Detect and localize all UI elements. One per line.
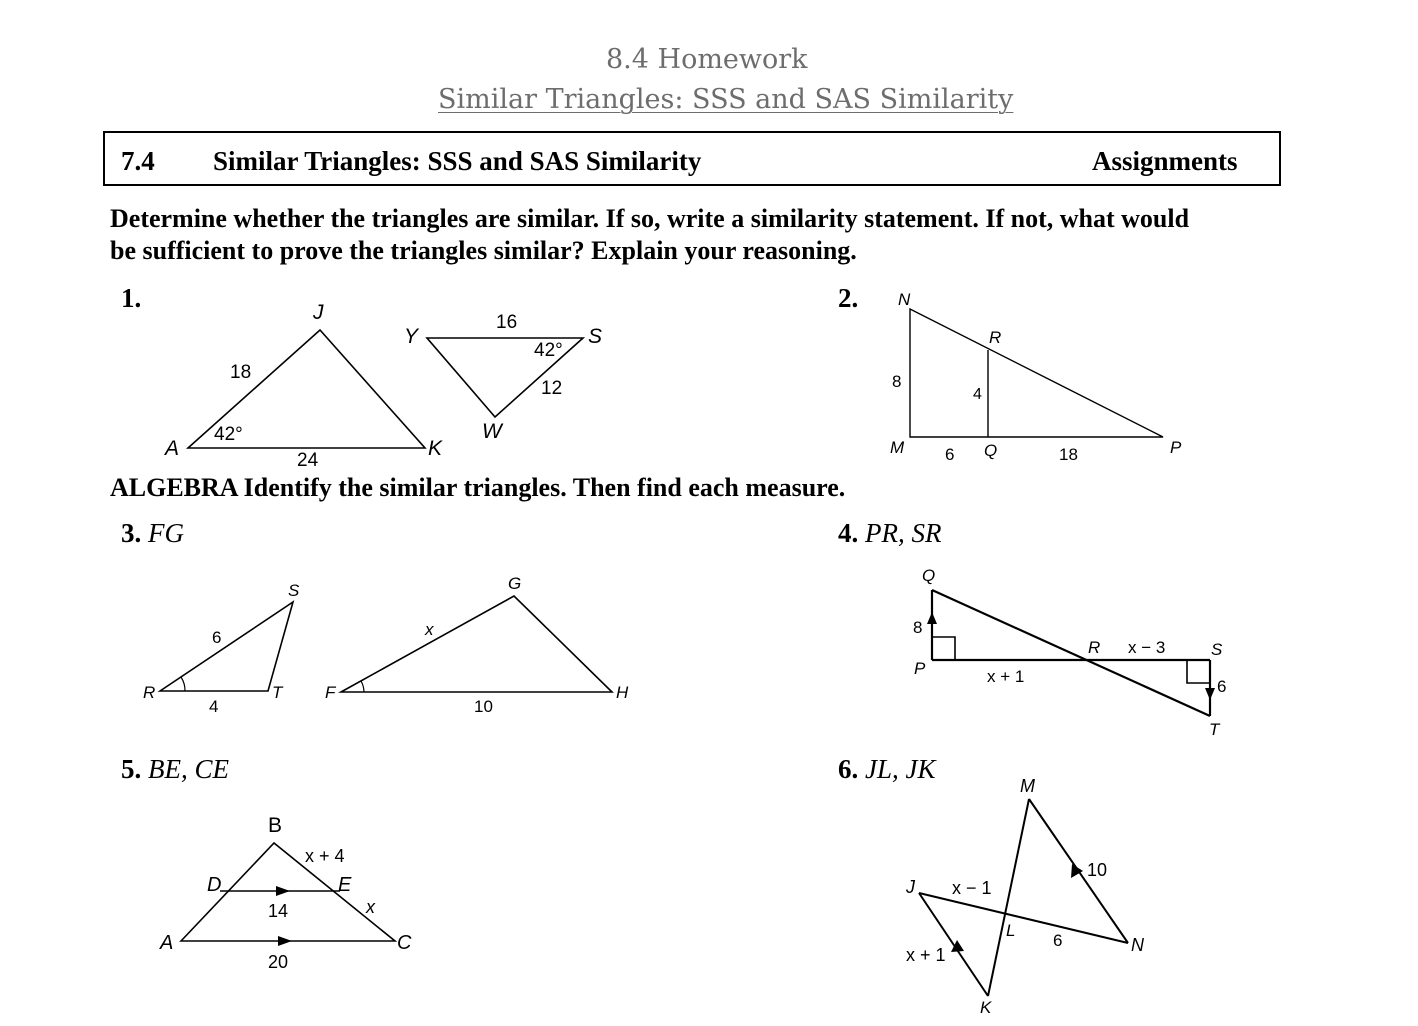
p3-side-fg: x — [425, 620, 434, 639]
p5-label-a: A — [160, 932, 174, 954]
parallel-arrow-jk — [951, 940, 964, 952]
p1-label-a: A — [165, 437, 180, 460]
parallel-arrow-st — [1205, 688, 1215, 700]
p3-side-rs: 6 — [212, 628, 222, 647]
p1-label-j: J — [313, 301, 324, 324]
p2-label-q: Q — [984, 441, 998, 460]
p6-label-m: M — [1020, 776, 1035, 796]
problem-4-number: 4. — [838, 518, 859, 548]
p6-label-l: L — [1006, 921, 1016, 940]
p1-side-aj: 18 — [230, 362, 252, 383]
segment-jn — [919, 893, 1128, 943]
p4-label-t: T — [1209, 720, 1220, 739]
problem-5-number: 5. — [121, 754, 142, 784]
p2-side-qp: 18 — [1059, 445, 1078, 464]
page-subtitle: Similar Triangles: SSS and SAS Similarity — [438, 84, 1014, 115]
p5-side-be: x + 4 — [305, 846, 345, 866]
p1-side-ak: 24 — [297, 450, 319, 471]
instructions-line-2: be sufficient to prove the triangles similar? Explain your reasoning. — [110, 236, 857, 265]
p4-side-rs: x − 3 — [1128, 638, 1166, 657]
lesson-number: 7.4 — [121, 146, 155, 176]
p3-label-h: H — [616, 683, 629, 702]
p2-side-nm: 8 — [892, 372, 902, 391]
problem-4-measure: PR, SR — [865, 518, 942, 548]
p2-side-mq: 6 — [945, 445, 955, 464]
p1-label-k: K — [428, 437, 443, 460]
p2-label-m: M — [890, 438, 905, 457]
right-angle-s — [1187, 660, 1210, 683]
problem-1-number: 1. — [121, 283, 142, 313]
p3-label-f: F — [325, 683, 336, 702]
instructions-line-1: Determine whether the triangles are similar. If so, write a similarity statement. If not, what would — [110, 204, 1190, 233]
problem-6-measure: JL, JK — [865, 754, 936, 784]
page-title: 8.4 Homework — [606, 44, 808, 75]
p4-label-r: R — [1088, 638, 1101, 657]
p5-side-ec: x — [366, 897, 375, 917]
p5-side-de: 14 — [268, 901, 289, 921]
p6-side-jk: x + 1 — [906, 945, 946, 965]
p4-label-p: P — [914, 659, 926, 678]
p6-label-n: N — [1131, 935, 1144, 955]
p1-angle-s: 42° — [534, 340, 563, 361]
triangle-rst — [160, 602, 293, 691]
p5-label-b: B — [268, 814, 283, 837]
problem-2-number: 2. — [838, 283, 859, 313]
p5-label-d: D — [207, 874, 222, 896]
p5-label-c: C — [397, 932, 412, 954]
segment-mk — [988, 799, 1029, 996]
p6-side-ln: 6 — [1053, 931, 1063, 950]
p6-label-k: K — [980, 998, 992, 1017]
p4-label-s: S — [1211, 640, 1223, 659]
p5-label-e: E — [338, 874, 352, 896]
p3-label-g: G — [508, 574, 522, 593]
p4-side-pr: x + 1 — [987, 667, 1025, 686]
p1-angle-a: 42° — [214, 424, 243, 445]
algebra-text: Identify the similar triangles. Then find each measure. — [243, 473, 846, 502]
problem-3-number: 3. — [121, 518, 142, 548]
parallel-arrow-de — [276, 886, 290, 896]
p3-label-t: T — [272, 683, 283, 702]
p4-side-qp: 8 — [913, 618, 923, 637]
p4-side-st: 6 — [1217, 677, 1227, 696]
p2-label-n: N — [898, 290, 911, 309]
p4-label-q: Q — [922, 566, 936, 585]
segment-qt — [932, 590, 1210, 716]
p1-side-sw: 12 — [541, 378, 563, 399]
algebra-prefix: ALGEBRA — [110, 473, 238, 502]
p6-label-j: J — [906, 877, 915, 897]
p3-label-s: S — [288, 581, 300, 600]
assignments-label: Assignments — [1092, 146, 1238, 176]
triangle-nmp — [910, 309, 1163, 437]
p6-side-mn: 10 — [1087, 860, 1108, 880]
p2-label-r: R — [989, 328, 1002, 347]
p6-side-jl: x − 1 — [952, 878, 992, 898]
problem-6-number: 6. — [838, 754, 859, 784]
problem-5-measure: BE, CE — [148, 754, 229, 784]
p1-side-ys: 16 — [496, 312, 518, 333]
p3-side-rt: 4 — [209, 697, 219, 716]
p2-side-rq: 4 — [973, 386, 982, 403]
angle-r-arc — [181, 677, 185, 691]
p1-label-s: S — [588, 325, 603, 348]
p5-side-ac: 20 — [268, 952, 289, 972]
p1-label-w: W — [482, 420, 502, 443]
right-angle-p — [932, 637, 955, 660]
p2-label-p: P — [1170, 438, 1182, 457]
p1-label-y: Y — [404, 325, 419, 348]
p3-side-fh: 10 — [474, 697, 493, 716]
lesson-title: Similar Triangles: SSS and SAS Similarity — [213, 146, 702, 176]
parallel-arrow-qp — [927, 612, 937, 624]
p3-label-r: R — [143, 683, 156, 702]
angle-f-arc — [361, 681, 364, 692]
problem-3-measure: FG — [148, 518, 184, 548]
parallel-arrow-ac — [278, 936, 292, 946]
triangle-fgh — [341, 596, 612, 692]
